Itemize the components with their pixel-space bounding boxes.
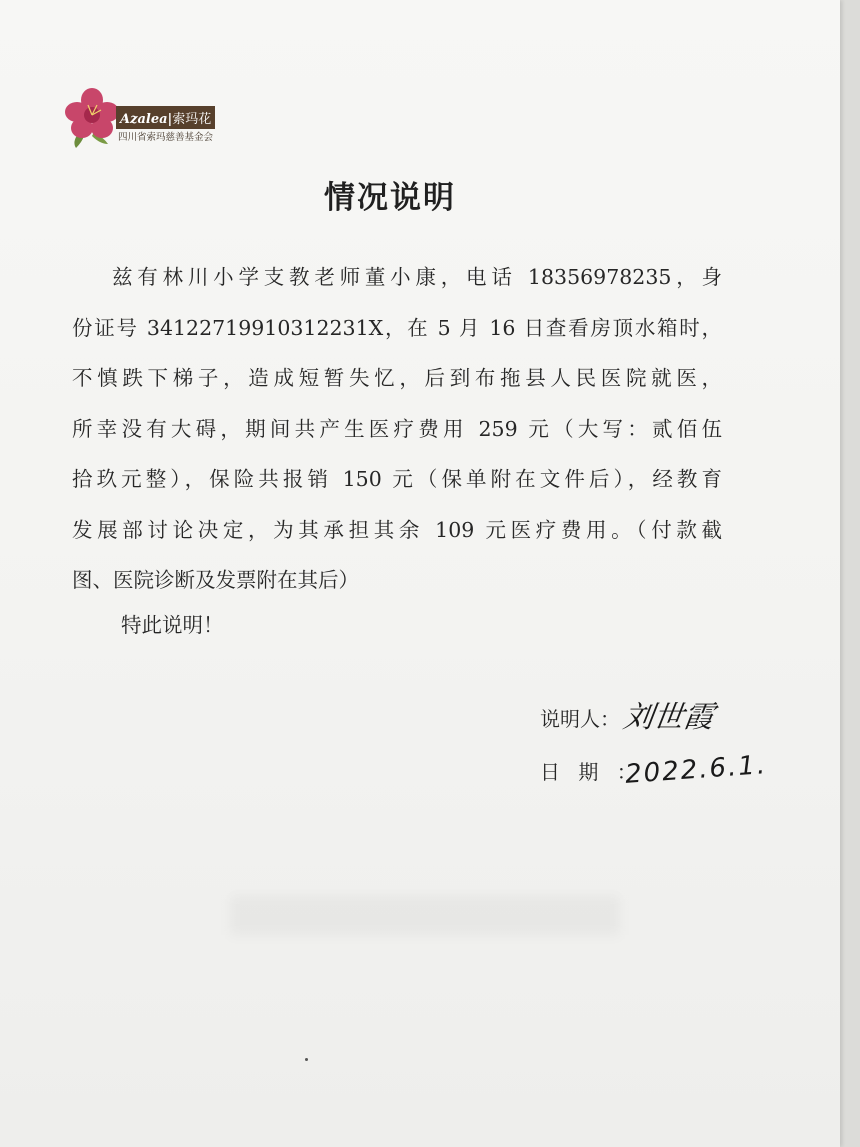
document-body xyxy=(72,252,722,606)
document-title: 情况说明 xyxy=(324,180,456,216)
logo-brand-latin: Azalea xyxy=(120,112,168,127)
body-line: 份证号 34122719910312231X，在 5 月 16 日查看房顶水箱时， xyxy=(72,315,722,340)
paper-speck xyxy=(305,1058,308,1061)
body-line: 所幸没有大碍，期间共产生医疗费用 259 元（大写：贰佰伍 xyxy=(72,416,722,441)
azalea-flower-icon xyxy=(64,86,120,150)
body-line: 拾玖元整），保险共报销 150 元（保单附在文件后），经教育 xyxy=(72,467,722,491)
body-line: 兹有林川小学支教老师董小康，电话 18356978235，身 xyxy=(112,265,722,289)
handwritten-signature: 刘世霞 xyxy=(621,700,716,735)
closing-statement: 特此说明！ xyxy=(121,613,224,637)
signer-label: 说明人： xyxy=(540,707,620,731)
date-label: 日 期 ： xyxy=(540,760,643,784)
body-line: 不慎跌下梯子，造成短暂失忆，后到布拖县人民医院就医， xyxy=(72,366,722,390)
logo-brand-chinese: 索玛花 xyxy=(172,112,212,127)
foundation-logo xyxy=(64,86,234,152)
logo-organization-name: 四川省索玛慈善基金会 xyxy=(118,132,214,143)
handwritten-date: 2022.6.1. xyxy=(624,750,768,790)
show-through-text xyxy=(230,895,620,935)
body-line: 发展部讨论决定，为其承担其余 109 元医疗费用。（付款截 xyxy=(72,517,722,542)
body-line: 图、医院诊断及发票附在其后） xyxy=(72,568,359,592)
logo-brand-box: Azalea|索玛花 xyxy=(116,106,215,129)
